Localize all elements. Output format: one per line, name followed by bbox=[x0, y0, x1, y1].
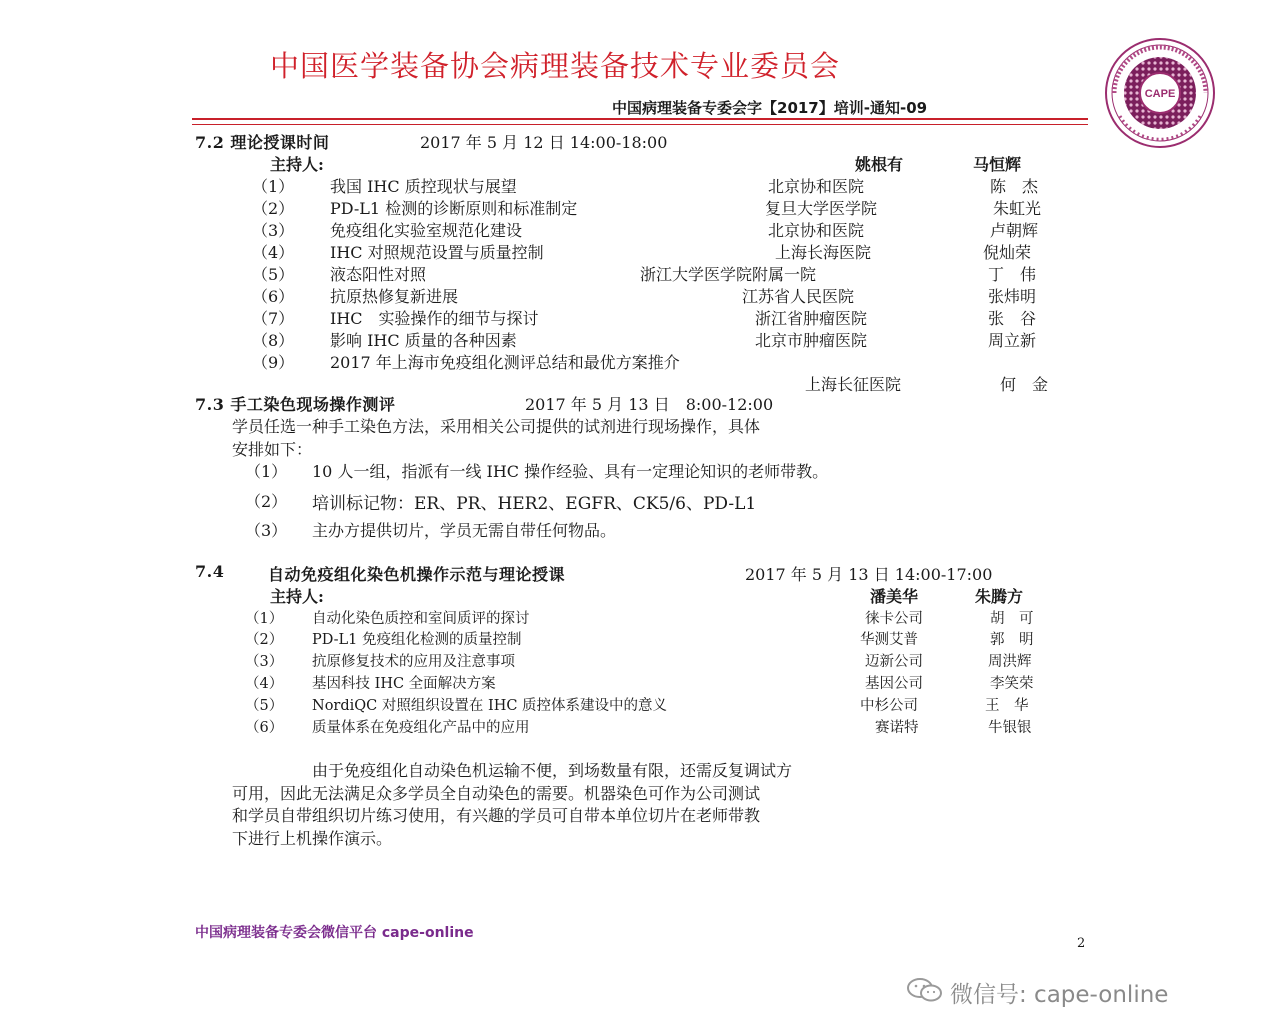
item-number: （1） bbox=[245, 611, 284, 627]
item-topic: 自动化染色质控和室间质评的探讨 bbox=[312, 611, 530, 627]
item-speaker: 朱虹光 bbox=[993, 199, 1042, 218]
item-topic: NordiQC 对照组织设置在 IHC 质控体系建设中的意义 bbox=[312, 698, 668, 714]
item-speaker: 李笑荣 bbox=[990, 676, 1034, 692]
item-speaker: 郭 明 bbox=[990, 632, 1034, 648]
item-organization: 上海长海医院 bbox=[775, 243, 872, 262]
wechat-icon bbox=[905, 976, 945, 1004]
section-7-4-date: 2017 年 5 月 13 日 14:00-17:00 bbox=[745, 565, 993, 584]
item-topic: 影响 IHC 质量的各种因素 bbox=[330, 331, 517, 350]
item-speaker: 何 金 bbox=[1000, 375, 1049, 394]
host-label: 主持人: bbox=[270, 155, 324, 174]
item-speaker: 王 华 bbox=[985, 698, 1029, 714]
item-speaker: 胡 可 bbox=[990, 611, 1034, 627]
item-speaker: 张炜明 bbox=[988, 287, 1037, 306]
item-topic: 基因科技 IHC 全面解决方案 bbox=[312, 676, 496, 692]
host-name: 潘美华 bbox=[870, 587, 919, 606]
item-number: （7） bbox=[252, 309, 295, 328]
item-text: 主办方提供切片，学员无需自带任何物品。 bbox=[312, 521, 617, 540]
watermark-text: 微信号: cape-online bbox=[950, 982, 1169, 1008]
item-topic: 液态阳性对照 bbox=[330, 265, 427, 284]
item-topic: 质量体系在免疫组化产品中的应用 bbox=[312, 720, 530, 736]
item-speaker: 牛银银 bbox=[988, 720, 1032, 736]
page-number: 2 bbox=[1077, 936, 1086, 951]
item-number: （5） bbox=[245, 698, 284, 714]
section-7-3-heading: 7.3 手工染色现场操作测评 bbox=[195, 395, 396, 414]
item-number: （3） bbox=[252, 221, 295, 240]
item-speaker: 倪灿荣 bbox=[983, 243, 1032, 262]
host-name: 姚根有 bbox=[855, 155, 904, 174]
item-number: （1） bbox=[245, 462, 288, 481]
item-topic: PD-L1 检测的诊断原则和标准制定 bbox=[330, 199, 578, 218]
item-speaker: 卢朝辉 bbox=[990, 221, 1039, 240]
section-7-4-paragraph: 和学员自带组织切片练习使用，有兴趣的学员可自带本单位切片在老师带教 bbox=[232, 806, 761, 825]
item-topic: 抗原修复技术的应用及注意事项 bbox=[312, 654, 515, 670]
section-7-3-intro: 安排如下： bbox=[232, 440, 313, 459]
item-number: （9） bbox=[252, 353, 295, 372]
header-rule-thick bbox=[192, 118, 1088, 120]
section-7-4-paragraph: 下进行上机操作演示。 bbox=[232, 829, 393, 848]
item-organization: 浙江省肿瘤医院 bbox=[755, 309, 868, 328]
section-7-2-date: 2017 年 5 月 12 日 14:00-18:00 bbox=[420, 133, 668, 152]
section-7-3-date: 2017 年 5 月 13 日 8:00-12:00 bbox=[525, 395, 774, 414]
host-name: 朱腾方 bbox=[975, 587, 1024, 606]
item-speaker: 陈 杰 bbox=[990, 177, 1039, 196]
host-name: 马恒辉 bbox=[973, 155, 1022, 174]
item-number: （2） bbox=[245, 632, 284, 648]
header-rule-thin bbox=[192, 124, 1088, 125]
item-topic: IHC 对照规范设置与质量控制 bbox=[330, 243, 544, 262]
item-organization: 华测艾普 bbox=[860, 632, 918, 648]
item-number: （2） bbox=[252, 199, 295, 218]
item-text: 10 人一组，指派有一线 IHC 操作经验、具有一定理论知识的老师带教。 bbox=[312, 462, 829, 481]
item-number: （8） bbox=[252, 331, 295, 350]
organization-title: 中国医学装备协会病理装备技术专业委员会 bbox=[270, 49, 841, 83]
item-number: （4） bbox=[252, 243, 295, 262]
item-organization: 北京协和医院 bbox=[768, 221, 865, 240]
item-organization: 北京协和医院 bbox=[768, 177, 865, 196]
item-topic: 2017 年上海市免疫组化测评总结和最优方案推介 bbox=[330, 353, 680, 372]
item-topic: 免疫组化实验室规范化建设 bbox=[330, 221, 523, 240]
item-topic: IHC 实验操作的细节与探讨 bbox=[330, 309, 539, 328]
footer-platform: 中国病理装备专委会微信平台 cape-online bbox=[195, 925, 474, 941]
item-speaker: 周洪辉 bbox=[988, 654, 1032, 670]
item-number: （4） bbox=[245, 676, 284, 692]
item-topic: PD-L1 免疫组化检测的质量控制 bbox=[312, 632, 522, 648]
item-speaker: 丁 伟 bbox=[988, 265, 1037, 284]
item-organization: 浙江大学医学院附属一院 bbox=[640, 265, 817, 284]
item-organization: 迈新公司 bbox=[865, 654, 923, 670]
item-organization: 北京市肿瘤医院 bbox=[755, 331, 868, 350]
item-organization: 上海长征医院 bbox=[805, 375, 902, 394]
item-organization: 江苏省人民医院 bbox=[742, 287, 855, 306]
item-speaker: 张 谷 bbox=[988, 309, 1037, 328]
item-speaker: 周立新 bbox=[988, 331, 1037, 350]
item-topic: 我国 IHC 质控现状与展望 bbox=[330, 177, 517, 196]
cape-logo-icon bbox=[1086, 36, 1234, 150]
item-organization: 徕卡公司 bbox=[865, 611, 923, 627]
item-number: （3） bbox=[245, 521, 288, 540]
item-number: （3） bbox=[245, 654, 284, 670]
item-organization: 复旦大学医学院 bbox=[765, 199, 878, 218]
item-number: （2） bbox=[245, 492, 288, 511]
section-7-4-paragraph: 由于免疫组化自动染色机运输不便，到场数量有限，还需反复调试方 bbox=[312, 761, 793, 780]
item-organization: 基因公司 bbox=[865, 676, 923, 692]
item-organization: 中杉公司 bbox=[860, 698, 918, 714]
section-7-4-paragraph: 可用，因此无法满足众多学员全自动染色的需要。机器染色可作为公司测试 bbox=[232, 784, 761, 803]
item-text: 培训标记物：ER、PR、HER2、EGFR、CK5/6、PD-L1 bbox=[312, 494, 757, 514]
item-number: （6） bbox=[252, 287, 295, 306]
item-number: （6） bbox=[245, 720, 284, 736]
host-label: 主持人: bbox=[270, 587, 324, 606]
item-number: （5） bbox=[252, 265, 295, 284]
item-number: （1） bbox=[252, 177, 295, 196]
section-7-4-heading: 自动免疫组化染色机操作示范与理论授课 bbox=[268, 565, 566, 584]
section-7-3-intro: 学员任选一种手工染色方法，采用相关公司提供的试剂进行现场操作，具体 bbox=[232, 417, 761, 436]
item-topic: 抗原热修复新进展 bbox=[330, 287, 459, 306]
item-organization: 赛诺特 bbox=[875, 720, 919, 736]
logo-text: CAPE bbox=[1144, 88, 1176, 100]
section-7-4-number: 7.4 bbox=[195, 562, 225, 581]
section-7-2-heading: 7.2 理论授课时间 bbox=[195, 133, 330, 152]
document-number: 中国病理装备专委会字【2017】培训-通知-09 bbox=[612, 99, 928, 117]
